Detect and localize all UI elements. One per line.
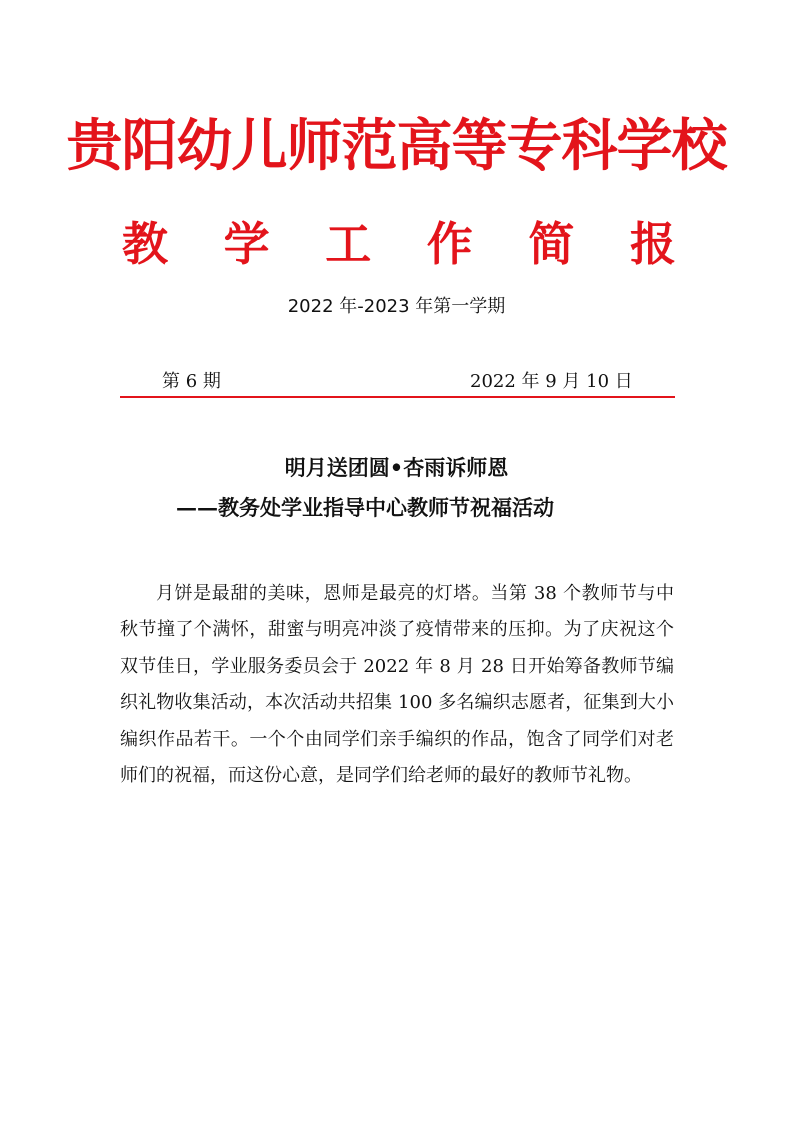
bulletin-title-char: 简: [528, 217, 575, 271]
article-subtitle: ——教务处学业指导中心教师节祝福活动: [176, 495, 554, 520]
bulletin-title-char: 作: [426, 217, 473, 271]
bulletin-title-char: 报: [629, 217, 676, 271]
article-title: 明月送团圆•杏雨诉师恩: [284, 455, 509, 480]
academic-term: 2022 年-2023 年第一学期: [287, 296, 506, 317]
bulletin-title-char: 教: [122, 217, 168, 271]
article-body: 月饼是最甜的美味，恩师是最亮的灯塔。当第 38 个教师节与中秋节撞了个满怀，甜蜜与明亮冲淡了疫情带来的压抑。为了庆祝这个双节佳日，学业服务委员会于 2022 年 8 月 28 日开始筹备教师节编织礼物收集活动，本次活动共招集 100 多名编织志愿者，征集到大小编织作品若干。一个个由同学们亲手编织的作品，饱含了同学们对老师们的祝福，而这份心意，是同学们给老师的最好的教师节礼物。: [120, 583, 674, 787]
bulletin-title: [122, 212, 676, 276]
school-name-heading: 贵阳幼儿师范高等专科学校: [66, 113, 727, 179]
issue-date: 2022 年 9 月 10 日: [470, 371, 633, 392]
header-divider: [120, 396, 675, 398]
bulletin-title-char: 学: [223, 217, 270, 271]
issue-info-row: [122, 369, 674, 395]
bulletin-title-char: 工: [325, 217, 372, 271]
issue-number: 第 6 期: [162, 371, 221, 392]
